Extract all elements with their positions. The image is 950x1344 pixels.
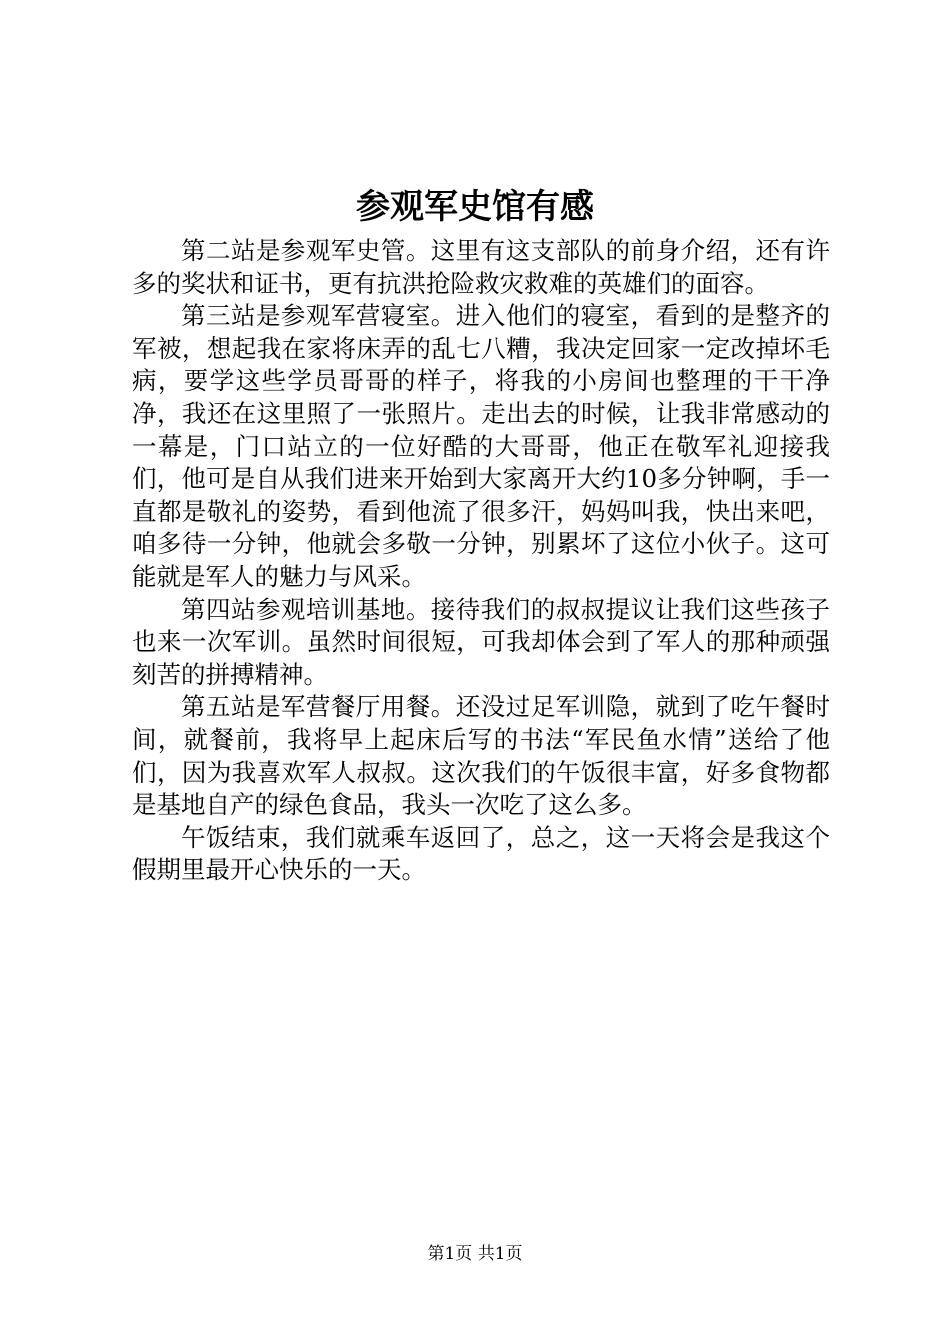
page-number-footer: 第1页 共1页 [427, 1244, 523, 1264]
paragraph-station-2: 第二站是参观军史管。这里有这支部队的前身介绍，还有许多的奖状和证书，更有抗洪抢险救灾救难的英雄们的面容。 [132, 236, 830, 298]
paragraph-conclusion: 午饭结束，我们就乘车返回了，总之，这一天将会是我这个假期里最开心快乐的一天。 [132, 822, 830, 885]
paragraph-station-3: 第三站是参观军营寝室。进入他们的寝室，看到的是整齐的军被，想起我在家将床弄的乱七八糟，我决定回家一定改掉坏毛病，要学这些学员哥哥的样子，将我的小房间也整理的干干净净，我还在这里照了一张照片。走出去的时候，让我非常感动的一幕是，门口站立的一位好酷的大哥哥，他正在敬军礼迎接我们，他可是自从我们进来开始到大家离开大约10多分钟啊，手一直都是敬礼的姿势，看到他流了很多汗，妈妈叫我，快出来吧，咱多待一分钟，他就会多敬一分钟，别累坏了这位小伙子。这可能就是军人的魅力与风采。 [132, 301, 830, 591]
document-body [132, 235, 830, 887]
paragraph-station-5: 第五站是军营餐厅用餐。还没过足军训隐，就到了吃午餐时间，就餐前，我将早上起床后写的书法“军民鱼水情”送给了他们，因为我喜欢军人叔叔。这次我们的午饭很丰富，好多食物都是基地自产的绿色食品，我头一次吃了这么多。 [132, 692, 830, 820]
paragraph-station-4: 第四站参观培训基地。接待我们的叔叔提议让我们这些孩子也来一次军训。虽然时间很短，可我却体会到了军人的那种顽强刻苦的拼搏精神。 [132, 594, 830, 689]
page-title: 参观军史馆有感 [356, 187, 594, 227]
